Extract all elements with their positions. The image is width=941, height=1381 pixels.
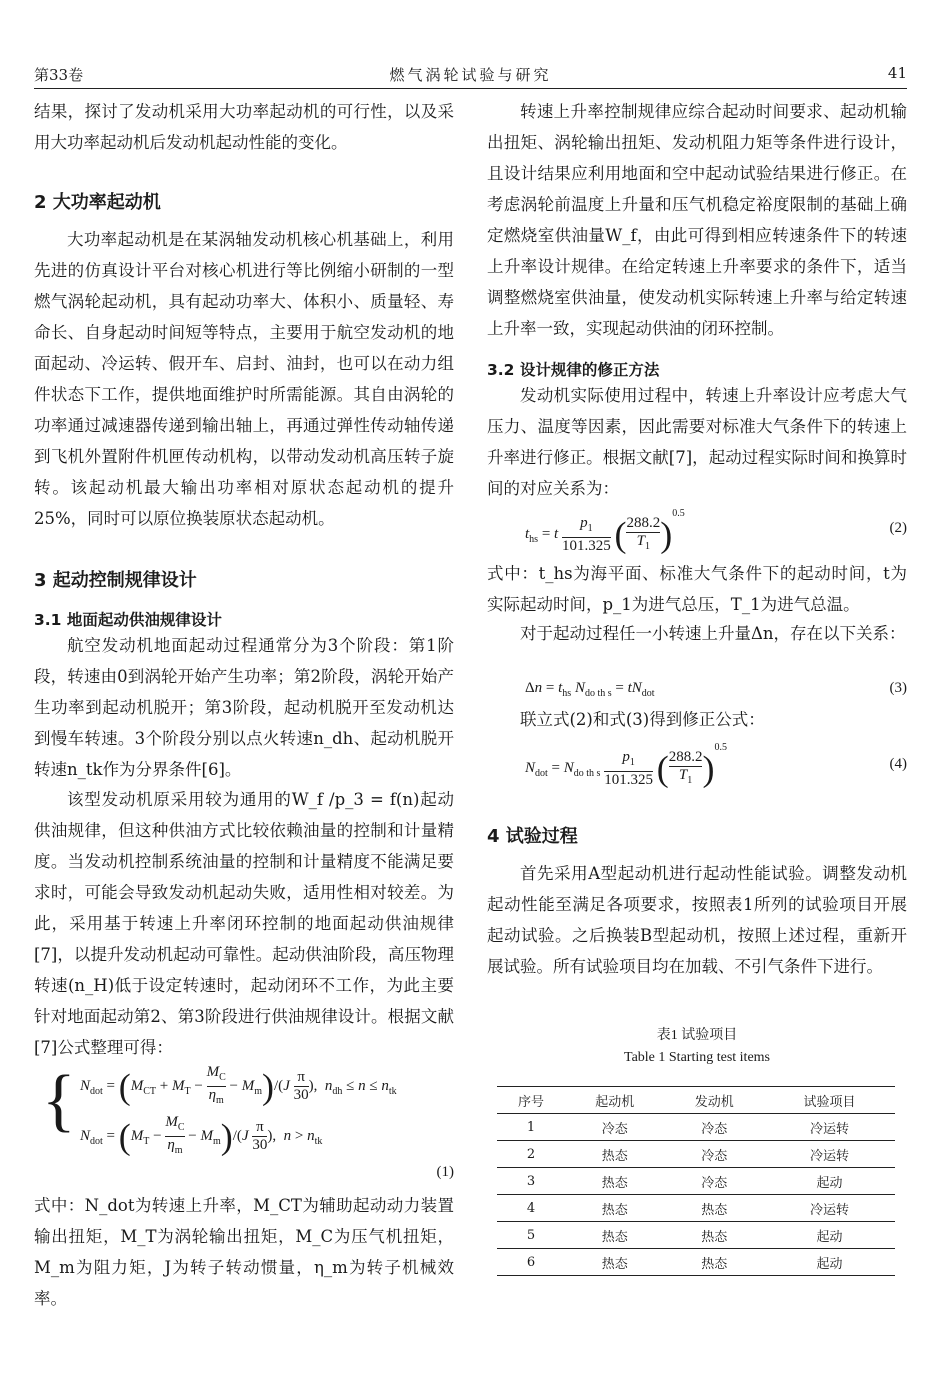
page-number: 41 — [887, 64, 907, 82]
table-cell: 3 — [497, 1168, 565, 1195]
section-4-heading: 4 试验过程 — [487, 826, 578, 847]
table-cell: 冷运转 — [764, 1114, 895, 1141]
table-header-row — [497, 1087, 895, 1114]
table-caption-en: Table 1 Starting test items — [624, 1050, 770, 1065]
equation-2 — [487, 504, 907, 554]
join-paragraph: 联立式(2)和式(3)得到修正公式： — [520, 710, 765, 729]
test-items-table — [497, 1086, 895, 1276]
table-header-cell: 发动机 — [664, 1087, 764, 1114]
equation-2-number: (2) — [889, 520, 907, 536]
table-cell: 热态 — [664, 1249, 764, 1276]
table-cell: 热态 — [664, 1195, 764, 1222]
table-cell: 起动 — [764, 1168, 895, 1195]
table-row — [497, 1195, 895, 1222]
table-cell: 2 — [497, 1141, 565, 1168]
table-cell: 冷态 — [664, 1141, 764, 1168]
equation-4-number: (4) — [889, 756, 907, 772]
table-cell: 冷运转 — [764, 1195, 895, 1222]
table-cell: 冷态 — [664, 1168, 764, 1195]
table-cell: 起动 — [764, 1222, 895, 1249]
table-cell: 6 — [497, 1249, 565, 1276]
equation-4-body: $N_{dot} = N_{do th s}$ $\frac{p_1}{101.325}$ ( $\frac{288.2}{T_1}$ )$^{0.5}$ — [525, 742, 727, 789]
table-cell: 热态 — [565, 1168, 665, 1195]
equation-1-line-1: $N_{dot} = (M_{CT} + M_T$ − $\frac{M_C}{\eta_m}$ − $M_m)/(J$ $\frac{\pi}{30}$ ), $n_{dh} \le n \le n_{tk}$ — [80, 1064, 397, 1109]
equation-3-number: (3) — [889, 680, 907, 696]
equation-brace: { — [42, 1062, 76, 1139]
relation-paragraph: 对于起动过程任一小转速上升量Δn，存在以下关系： — [520, 624, 906, 643]
table-cell: 热态 — [565, 1141, 665, 1168]
equation-3 — [487, 680, 907, 706]
table-header-cell: 序号 — [497, 1087, 565, 1114]
section-4-paragraph: 首先采用A型起动机进行起动性能试验。调整发动机起动性能至满足各项要求，按照表1所列的试验项目开展起动试验。之后换装B型起动机，按照上述过程，重新开展试验。所有试验项目均在加载、不引气条件下进行。 — [487, 864, 907, 976]
table-cell: 热态 — [565, 1222, 665, 1249]
table-cell: 热态 — [565, 1249, 665, 1276]
equation-3-body: $\Delta n = t_{hs}$ $N_{do th s} = tN_{dot}$ — [525, 680, 655, 699]
equation-1-number: (1) — [436, 1164, 454, 1180]
table-row — [497, 1168, 895, 1195]
table-row — [497, 1114, 895, 1141]
table-row — [497, 1249, 895, 1276]
section-2-paragraph: 大功率起动机是在某涡轴发动机核心机基础上，利用先进的仿真设计平台对核心机进行等比例缩小研制的一型燃气涡轮起动机，具有起动功率大、体积小、质量轻、寿命长、自身起动时间短等特点，主要用于航空发动机的地面起动、冷运转、假开车、启封、油封，也可以在动力组件状态下工作，提供地面维护时所需能源。其自由涡轮的功率通过减速器传递到输出轴上，再通过弹性传动轴传递到飞机外置附件机匣传动机构，以带动发动机高压转子旋转。该起动机最大输出功率相对原状态起动机的提升25%，同时可以原位换装原状态起动机。 — [34, 230, 454, 528]
journal-title: 燃气涡轮试验与研究 — [389, 66, 552, 84]
section-3-1-paragraph-1: 航空发动机地面起动过程通常分为3个阶段：第1阶段，转速由0到涡轮开始产生功率；第2阶段，涡轮开始产生功率到起动机脱开；第3阶段，起动机脱开至发动机达到慢车转速。3个阶段分别以点火转速n_dh、起动机脱开转速n_tk作为分界条件[6]。 — [34, 636, 454, 779]
table-cell: 1 — [497, 1114, 565, 1141]
table-header-cell: 试验项目 — [764, 1087, 895, 1114]
volume-label: 第33卷 — [34, 66, 84, 84]
table-header-cell: 起动机 — [565, 1087, 665, 1114]
equation-2-definitions: 式中：t_hs为海平面、标准大气条件下的起动时间，t为实际起动时间，p_1为进气总压，T_1为进气总温。 — [487, 564, 907, 614]
table-row — [497, 1141, 895, 1168]
section-3-2-paragraph: 发动机实际使用过程中，转速上升率设计应考虑大气压力、温度等因素，因此需要对标准大气条件下的转速上升率进行修正。根据文献[7]，起动过程实际时间和换算时间的对应关系为： — [487, 386, 907, 498]
equation-4 — [487, 738, 907, 794]
page-header — [34, 60, 907, 89]
equation-1-definitions: 式中：N_dot为转速上升率，M_CT为辅助起动动力装置输出扭矩，M_T为涡轮输出扭矩，M_C为压气机扭矩，M_m为阻力矩，J为转子转动惯量，η_m为转子机械效率。 — [34, 1196, 454, 1308]
equation-1-line-2: $N_{dot} = (M_T$ − $\frac{M_C}{\eta_m}$ − $M_m)/(J$ $\frac{\pi}{30}$ ), $n > n_{tk}$ — [80, 1114, 322, 1159]
table-cell: 热态 — [565, 1195, 665, 1222]
section-3-2-heading: 3.2 设计规律的修正方法 — [487, 361, 660, 379]
table-cell: 5 — [497, 1222, 565, 1249]
table-cell: 热态 — [664, 1222, 764, 1249]
table-row — [497, 1222, 895, 1249]
table-cell: 4 — [497, 1195, 565, 1222]
table-cell: 冷态 — [565, 1114, 665, 1141]
table-cell: 冷运转 — [764, 1141, 895, 1168]
equation-1 — [34, 1062, 454, 1180]
table-cell: 冷态 — [664, 1114, 764, 1141]
section-3-1-heading: 3.1 地面起动供油规律设计 — [34, 611, 222, 629]
section-3-heading: 3 起动控制规律设计 — [34, 570, 197, 591]
table-cell: 起动 — [764, 1249, 895, 1276]
intro-paragraph: 结果，探讨了发动机采用大功率起动机的可行性，以及采用大功率起动机后发动机起动性能的变化。 — [34, 102, 454, 152]
table-caption-cn: 表1 试验项目 — [656, 1028, 738, 1043]
section-3-1-paragraph-2: 该型发动机原采用较为通用的W_f /p_3 = f(n)起动供油规律，但这种供油方式比较依赖油量的控制和计量精度。当发动机控制系统油量的控制和计量精度不能满足要求时，可能会导致发动机起动失败，适用性相对较差。为此，采用基于转速上升率闭环控制的地面起动供油规律[7]，以提升发动机起动可靠性。起动供油阶段，高压物理转速(n_H)低于设定转速时，起动闭环不工作，为此主要针对地面起动第2、第3阶段进行供油规律设计。根据文献[7]公式整理可得： — [34, 790, 454, 1057]
section-2-heading: 2 大功率起动机 — [34, 192, 161, 213]
equation-2-body: $t_{hs} = t$ $\frac{p_1}{101.325}$ ( $\frac{288.2}{T_1}$ )$^{0.5}$ — [525, 508, 685, 555]
control-law-paragraph: 转速上升率控制规律应综合起动时间要求、起动机输出扭矩、涡轮输出扭矩、发动机阻力矩等条件进行设计，且设计结果应利用地面和空中起动试验结果进行修正。在考虑涡轮前温度上升量和压气机稳定裕度限制的基础上确定燃烧室供油量W_f，由此可得到相应转速条件下的转速上升率设计规律。在给定转速上升率要求的条件下，适当调整燃烧室供油量，使发动机实际转速上升率与给定转速上升率一致，实现起动供油的闭环控制。 — [487, 102, 907, 338]
